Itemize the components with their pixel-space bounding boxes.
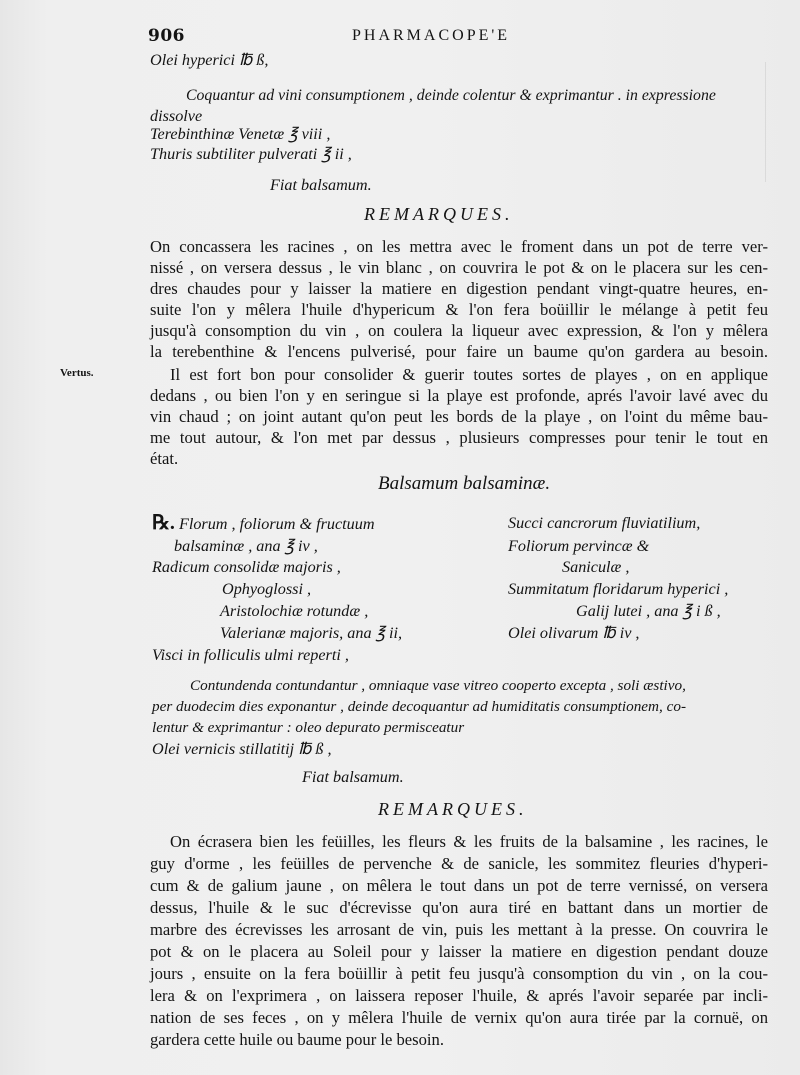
paragraph-line: On écrasera bien les feüilles, les fleurs & les fruits de la balsamine , les racines, le bbox=[170, 832, 768, 851]
instruction-line: Contundenda contundantur , omniaque vase vitreo cooperto excepta , soli æstivo, bbox=[190, 677, 686, 694]
recipe1-line: Thuris subtiliter pulverati ℥ ii , bbox=[150, 145, 352, 163]
paragraph-line: suite l'on y mêlera l'huile d'hypericum & l'on fera boüillir le mélange à petit feu bbox=[150, 300, 768, 319]
paragraph-line: dessus, l'huile & le suc d'écrevisse qu'on aura tiré en battant dans un mortier de bbox=[150, 898, 768, 917]
paragraph-line: jours , ensuite on la fera boüillir à petit feu jusqu'à consomption du vin , on la cou- bbox=[150, 964, 768, 983]
section-heading: REMARQUES. bbox=[378, 799, 528, 819]
ingredient-line: Succi cancrorum fluviatilium, bbox=[508, 514, 701, 532]
paragraph-line: état. bbox=[150, 449, 179, 468]
paragraph-line: dres chaudes pour y laisser la matiere en digestion pendant vingt-quatre heures, en- bbox=[150, 279, 768, 298]
paragraph-line: jusqu'à consomption du vin , on coulera la liqueur avec expression, & l'on y mêlera bbox=[150, 321, 768, 340]
instruction-line: Olei vernicis stillatitij ℔ ß , bbox=[152, 740, 332, 758]
ingredient-line: Foliorum pervincæ & bbox=[508, 537, 650, 555]
paragraph-line: On concassera les racines , on les mettra avec le froment dans un pot de terre ver- bbox=[150, 237, 768, 256]
paragraph-line: nation de ses feces , on y mêlera l'huile de vernix qu'on aura tirée par la cornuë, on bbox=[150, 1008, 768, 1027]
margin-note: Vertus. bbox=[60, 367, 94, 379]
ingredient-line: ℞. Florum , foliorum & fructuum bbox=[152, 512, 375, 534]
ingredient-line: Visci in folliculis ulmi reperti , bbox=[152, 646, 349, 664]
ingredient-line: Ophyoglossi , bbox=[222, 580, 312, 598]
recipe1-line: Olei hyperici ℔ ß, bbox=[150, 51, 269, 69]
running-title: PHARMACOPE'E bbox=[352, 27, 511, 44]
fiat-balsamum: Fiat balsamum. bbox=[302, 768, 404, 786]
instruction-line: lentur & exprimantur : oleo depurato permisceatur bbox=[152, 719, 465, 736]
section-heading: REMARQUES. bbox=[364, 204, 514, 224]
ingredient-line: Summitatum floridarum hyperici , bbox=[508, 580, 729, 598]
paragraph-line: dedans , ou bien l'on y en seringue si la playe est profonde, aprés l'avoir lavé avec du bbox=[150, 386, 768, 405]
ingredient-line: balsaminæ , ana ℥ iv , bbox=[174, 537, 318, 555]
paragraph-line: cum & de galium jaune , on mêlera le tout dans un pot de terre vernissé, on versera bbox=[150, 876, 768, 895]
paragraph-line: vin chaud ; on joint autant qu'on peut les bords de la playe , on l'oint du même bau- bbox=[150, 407, 768, 426]
paragraph-line: lera & on l'exprimera , on laissera reposer l'huile, & aprés l'avoir separée par incli- bbox=[150, 986, 768, 1005]
fiat-balsamum: Fiat balsamum. bbox=[270, 176, 372, 194]
ingredient-line: Radicum consolidæ majoris , bbox=[152, 558, 341, 576]
paragraph-line: Il est fort bon pour consolider & guerir toutes sortes de playes , on en applique bbox=[170, 365, 768, 384]
ingredient-line: Valerianæ majoris, ana ℥ ii, bbox=[220, 624, 403, 642]
paragraph-line: nissé , on versera dessus , le vin blanc , on couvrira le pot & on le placera sur les cen- bbox=[150, 258, 768, 277]
recipe-symbol: ℞. bbox=[152, 512, 175, 534]
bleed-through-shadow bbox=[765, 62, 800, 182]
ingredient-line: Aristolochiæ rotundæ , bbox=[220, 602, 369, 620]
recipe1-line: dissolve bbox=[150, 107, 203, 125]
paragraph-line: marbre des écrevisses les arrosant de vin, puis les mettant à la presse. On couvrira le bbox=[150, 920, 768, 939]
paragraph-line: gardera cette huile ou baume pour le besoin. bbox=[150, 1030, 444, 1049]
instruction-line: per duodecim dies exponantur , deinde decoquantur ad humiditatis consumptionem, co- bbox=[152, 698, 687, 715]
paragraph-line: me tout autour, & l'on met par dessus , plusieurs compresses pour tenir le tout en bbox=[150, 428, 768, 447]
page-number: 906 bbox=[148, 26, 185, 46]
ingredient-line: Galij lutei , ana ℥ i ß , bbox=[576, 602, 721, 620]
recipe-title: Balsamum balsaminæ. bbox=[378, 473, 551, 494]
paragraph-line: pot & on le placera au Soleil pour y laisser la matiere en digestion pendant douze bbox=[150, 942, 768, 961]
ingredient-line: Olei olivarum ℔ iv , bbox=[508, 624, 640, 642]
recipe1-line: Coquantur ad vini consumptionem , deinde colentur & exprimantur . in expressione bbox=[186, 87, 716, 104]
recipe1-line: Terebinthinæ Venetæ ℥ viii , bbox=[150, 125, 331, 143]
ingredient-line: Saniculæ , bbox=[562, 558, 630, 576]
paragraph-line: la terebenthine & l'encens pulverisé, pour faire un baume qu'on gardera au besoin. bbox=[150, 342, 768, 361]
paragraph-line: guy d'orme , les feüilles de pervenche & de sanicle, les sommitez fleuries d'hyperi- bbox=[150, 854, 768, 873]
